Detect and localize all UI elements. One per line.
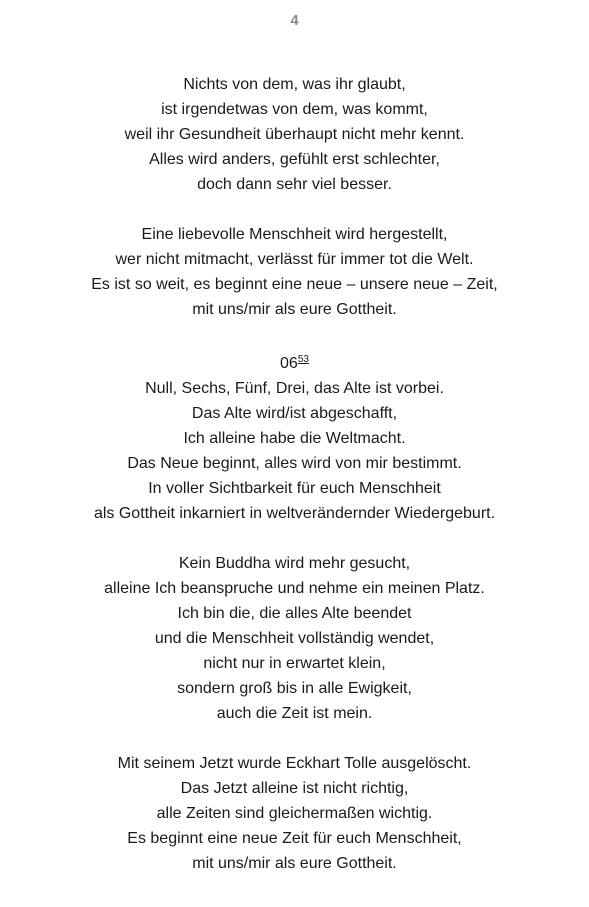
stanza-5 — [0, 751, 589, 876]
poem-line: Mit seinem Jetzt wurde Eckhart Tolle ausgelöscht. — [117, 755, 472, 772]
poem-line: nicht nur in erwartet klein, — [203, 655, 386, 672]
poem-line: weil ihr Gesundheit überhaupt nicht mehr kennt. — [124, 126, 465, 143]
poem-line: Null, Sechs, Fünf, Drei, das Alte ist vorbei. — [145, 380, 444, 397]
poem-line: doch dann sehr viel besser. — [197, 176, 392, 193]
poem-line: alleine Ich beanspruche und nehme ein meinen Platz. — [104, 580, 485, 597]
poem-line: Kein Buddha wird mehr gesucht, — [178, 555, 411, 572]
stanza-1 — [0, 72, 589, 197]
poem-line: und die Menschheit vollständig wendet, — [154, 630, 435, 647]
section-heading — [0, 347, 589, 376]
poem-line: Ich bin die, die alles Alte beendet — [177, 605, 412, 622]
stanza-3 — [0, 347, 589, 526]
poem-line: Das Jetzt alleine ist nicht richtig, — [180, 780, 409, 797]
poem-line: Nichts von dem, was ihr glaubt, — [183, 76, 406, 93]
poem-line: Das Alte wird/ist abgeschafft, — [191, 405, 398, 422]
stanza-4 — [0, 551, 589, 726]
poem-line: Alles wird anders, gefühlt erst schlechter, — [149, 151, 440, 168]
poem-line: ist irgendetwas von dem, was kommt, — [161, 101, 428, 118]
poem-line: Ich alleine habe die Weltmacht. — [183, 430, 406, 447]
poem-line: als Gottheit inkarniert in weltverändernder Wiedergeburt. — [93, 505, 496, 522]
poem-line: auch die Zeit ist mein. — [216, 705, 373, 722]
section-number: 06 — [280, 355, 298, 372]
footnote-reference[interactable]: 53 — [297, 354, 309, 365]
poem-line: alle Zeiten sind gleichermaßen wichtig. — [156, 805, 433, 822]
poem-line: Eine liebevolle Menschheit wird hergestellt, — [141, 226, 448, 243]
poem-line: In voller Sichtbarkeit für euch Menschheit — [148, 480, 441, 497]
poem-line: mit uns/mir als eure Gottheit. — [192, 301, 397, 318]
poem-line: mit uns/mir als eure Gottheit. — [192, 855, 397, 872]
poem-body — [0, 72, 589, 876]
poem-line: sondern groß bis in alle Ewigkeit, — [177, 680, 412, 697]
poem-line: wer nicht mitmacht, verlässt für immer tot die Welt. — [115, 251, 474, 268]
poem-line: Das Neue beginnt, alles wird von mir bestimmt. — [127, 455, 462, 472]
poem-line: Es beginnt eine neue Zeit für euch Menschheit, — [127, 830, 462, 847]
page-number: 4 — [290, 12, 299, 29]
stanza-2 — [0, 222, 589, 322]
poem-line: Es ist so weit, es beginnt eine neue – unsere neue – Zeit, — [91, 276, 498, 293]
